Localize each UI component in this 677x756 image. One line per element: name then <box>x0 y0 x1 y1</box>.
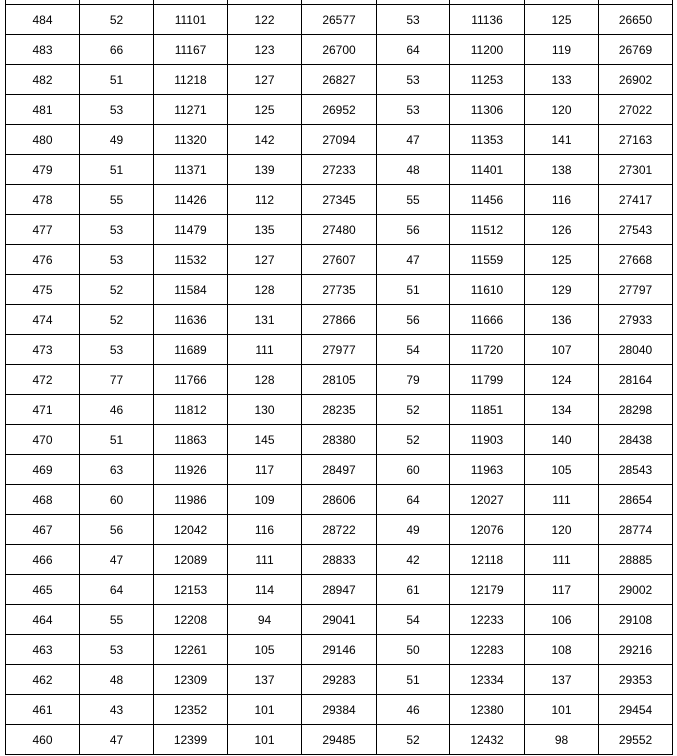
table-cell: 77 <box>80 365 154 395</box>
table-cell: 12179 <box>450 575 525 605</box>
table-cell: 142 <box>228 125 302 155</box>
table-cell: 130 <box>228 395 302 425</box>
table-cell: 111 <box>525 485 599 515</box>
table-cell: 111 <box>228 545 302 575</box>
table-cell: 11963 <box>450 455 525 485</box>
table-cell: 12352 <box>154 695 228 725</box>
table-cell: 28164 <box>599 365 673 395</box>
table-cell: 28438 <box>599 425 673 455</box>
table-cell: 26650 <box>599 5 673 35</box>
table-cell: 29353 <box>599 665 673 695</box>
table-cell: 11271 <box>154 95 228 125</box>
table-cell: 11136 <box>450 5 525 35</box>
table-cell: 53 <box>377 65 450 95</box>
table-cell: 141 <box>525 125 599 155</box>
table-cell: 53 <box>80 335 154 365</box>
table-cell: 12283 <box>450 635 525 665</box>
table-cell: 11320 <box>154 125 228 155</box>
table-cell: 114 <box>228 575 302 605</box>
table-cell: 12309 <box>154 665 228 695</box>
table-cell: 468 <box>6 485 80 515</box>
table-cell: 120 <box>525 95 599 125</box>
table-cell: 117 <box>228 455 302 485</box>
table-cell: 27301 <box>599 155 673 185</box>
table-cell: 12334 <box>450 665 525 695</box>
table-cell: 28885 <box>599 545 673 575</box>
table-cell: 27094 <box>302 125 377 155</box>
table-cell: 112 <box>228 185 302 215</box>
table-cell: 28497 <box>302 455 377 485</box>
table-cell: 11799 <box>450 365 525 395</box>
table-cell: 472 <box>6 365 80 395</box>
table-cell: 29283 <box>302 665 377 695</box>
table-cell: 101 <box>228 695 302 725</box>
table-cell: 49 <box>377 515 450 545</box>
table-cell: 49 <box>80 125 154 155</box>
table-cell: 470 <box>6 425 80 455</box>
table-cell: 481 <box>6 95 80 125</box>
table-cell: 12380 <box>450 695 525 725</box>
table-cell: 125 <box>228 95 302 125</box>
table-row <box>6 95 673 125</box>
table-cell: 60 <box>80 485 154 515</box>
table-cell: 11610 <box>450 275 525 305</box>
table-cell: 11353 <box>450 125 525 155</box>
table-cell: 11306 <box>450 95 525 125</box>
table-cell: 116 <box>525 185 599 215</box>
table-cell: 47 <box>80 545 154 575</box>
table-cell: 52 <box>377 725 450 755</box>
table-cell: 55 <box>80 185 154 215</box>
table-cell: 11863 <box>154 425 228 455</box>
table-cell: 479 <box>6 155 80 185</box>
table-row <box>6 485 673 515</box>
table-cell: 11689 <box>154 335 228 365</box>
table-cell: 66 <box>80 35 154 65</box>
table-cell: 50 <box>377 635 450 665</box>
table-row <box>6 185 673 215</box>
table-row <box>6 635 673 665</box>
table-cell: 26700 <box>302 35 377 65</box>
table-cell: 29384 <box>302 695 377 725</box>
table-cell: 56 <box>377 215 450 245</box>
table-cell: 28722 <box>302 515 377 545</box>
table-cell: 26827 <box>302 65 377 95</box>
table-cell: 27977 <box>302 335 377 365</box>
table-row <box>6 455 673 485</box>
table-cell: 11401 <box>450 155 525 185</box>
table-cell: 466 <box>6 545 80 575</box>
table-row <box>6 125 673 155</box>
table-row <box>6 215 673 245</box>
table-row <box>6 65 673 95</box>
table-cell: 42 <box>377 545 450 575</box>
table-cell: 12076 <box>450 515 525 545</box>
table-cell: 111 <box>525 545 599 575</box>
table-cell: 28105 <box>302 365 377 395</box>
table-cell: 11512 <box>450 215 525 245</box>
table-cell: 484 <box>6 5 80 35</box>
table-cell: 27480 <box>302 215 377 245</box>
table-cell: 11532 <box>154 245 228 275</box>
table-cell: 123 <box>228 35 302 65</box>
table-cell: 109 <box>228 485 302 515</box>
table-cell: 129 <box>525 275 599 305</box>
table-cell: 12153 <box>154 575 228 605</box>
table-cell: 131 <box>228 305 302 335</box>
table-cell: 12233 <box>450 605 525 635</box>
table-cell: 135 <box>228 215 302 245</box>
table-cell: 107 <box>525 335 599 365</box>
table-cell: 29002 <box>599 575 673 605</box>
table-cell: 27022 <box>599 95 673 125</box>
table-cell: 27163 <box>599 125 673 155</box>
table-cell: 51 <box>377 665 450 695</box>
table-cell: 53 <box>80 95 154 125</box>
table-cell: 11218 <box>154 65 228 95</box>
table-cell: 460 <box>6 725 80 755</box>
table-cell: 471 <box>6 395 80 425</box>
table-cell: 11371 <box>154 155 228 185</box>
table-row <box>6 335 673 365</box>
table-cell: 138 <box>525 155 599 185</box>
table-row <box>6 35 673 65</box>
table-cell: 116 <box>228 515 302 545</box>
table-cell: 119 <box>525 35 599 65</box>
table-cell: 52 <box>80 305 154 335</box>
table-cell: 11479 <box>154 215 228 245</box>
table-cell: 26902 <box>599 65 673 95</box>
table-cell: 26952 <box>302 95 377 125</box>
table-cell: 27866 <box>302 305 377 335</box>
table-cell: 133 <box>525 65 599 95</box>
table-cell: 29146 <box>302 635 377 665</box>
table-cell: 12261 <box>154 635 228 665</box>
table-row <box>6 605 673 635</box>
table-row <box>6 155 673 185</box>
table-row <box>6 545 673 575</box>
table-cell: 11903 <box>450 425 525 455</box>
table-cell: 52 <box>377 425 450 455</box>
table-cell: 28040 <box>599 335 673 365</box>
table-cell: 28380 <box>302 425 377 455</box>
table-cell: 53 <box>80 635 154 665</box>
table-cell: 11766 <box>154 365 228 395</box>
table-cell: 105 <box>228 635 302 665</box>
table-cell: 126 <box>525 215 599 245</box>
table-cell: 101 <box>228 725 302 755</box>
table-cell: 47 <box>377 125 450 155</box>
table-row <box>6 695 673 725</box>
table-cell: 29485 <box>302 725 377 755</box>
table-cell: 11559 <box>450 245 525 275</box>
table-cell: 27668 <box>599 245 673 275</box>
table-cell: 127 <box>228 65 302 95</box>
table-cell: 53 <box>80 245 154 275</box>
table-cell: 11851 <box>450 395 525 425</box>
table-cell: 11812 <box>154 395 228 425</box>
table-cell: 478 <box>6 185 80 215</box>
table-cell: 53 <box>377 5 450 35</box>
table-cell: 11926 <box>154 455 228 485</box>
table-cell: 136 <box>525 305 599 335</box>
table-cell: 98 <box>525 725 599 755</box>
table-row <box>6 305 673 335</box>
table-cell: 137 <box>525 665 599 695</box>
table-cell: 28606 <box>302 485 377 515</box>
table-cell: 145 <box>228 425 302 455</box>
table-cell: 28235 <box>302 395 377 425</box>
table-cell: 473 <box>6 335 80 365</box>
table-cell: 56 <box>377 305 450 335</box>
table-row <box>6 5 673 35</box>
table-cell: 11636 <box>154 305 228 335</box>
table-cell: 11253 <box>450 65 525 95</box>
table-cell: 64 <box>377 485 450 515</box>
table-cell: 29108 <box>599 605 673 635</box>
table-cell: 47 <box>80 725 154 755</box>
table-cell: 28543 <box>599 455 673 485</box>
table-row <box>6 425 673 455</box>
table-cell: 28298 <box>599 395 673 425</box>
table-cell: 27735 <box>302 275 377 305</box>
table-cell: 51 <box>80 155 154 185</box>
table-cell: 29041 <box>302 605 377 635</box>
table-cell: 137 <box>228 665 302 695</box>
table-cell: 26577 <box>302 5 377 35</box>
table-cell: 12208 <box>154 605 228 635</box>
table-cell: 61 <box>377 575 450 605</box>
table-cell: 26769 <box>599 35 673 65</box>
table-cell: 53 <box>377 95 450 125</box>
table-cell: 11101 <box>154 5 228 35</box>
table-cell: 43 <box>80 695 154 725</box>
table-cell: 94 <box>228 605 302 635</box>
table-cell: 11167 <box>154 35 228 65</box>
table-row <box>6 575 673 605</box>
table-cell: 11426 <box>154 185 228 215</box>
table-cell: 12027 <box>450 485 525 515</box>
score-distribution-table <box>5 0 673 755</box>
table-cell: 482 <box>6 65 80 95</box>
table-cell: 122 <box>228 5 302 35</box>
table-cell: 28947 <box>302 575 377 605</box>
table-cell: 12118 <box>450 545 525 575</box>
table-cell: 465 <box>6 575 80 605</box>
table-cell: 63 <box>80 455 154 485</box>
table-cell: 54 <box>377 605 450 635</box>
table-cell: 463 <box>6 635 80 665</box>
table-cell: 124 <box>525 365 599 395</box>
table-cell: 120 <box>525 515 599 545</box>
table-cell: 469 <box>6 455 80 485</box>
table-body <box>6 0 673 755</box>
table-row <box>6 245 673 275</box>
table-cell: 54 <box>377 335 450 365</box>
table-cell: 27797 <box>599 275 673 305</box>
table-cell: 52 <box>80 5 154 35</box>
table-cell: 128 <box>228 365 302 395</box>
table-cell: 64 <box>80 575 154 605</box>
table-cell: 108 <box>525 635 599 665</box>
table-cell: 139 <box>228 155 302 185</box>
table-cell: 56 <box>80 515 154 545</box>
table-cell: 28654 <box>599 485 673 515</box>
table-cell: 28774 <box>599 515 673 545</box>
table-row <box>6 395 673 425</box>
table-cell: 51 <box>80 425 154 455</box>
table-cell: 11584 <box>154 275 228 305</box>
table-cell: 53 <box>80 215 154 245</box>
table-cell: 134 <box>525 395 599 425</box>
table-cell: 55 <box>80 605 154 635</box>
table-cell: 51 <box>80 65 154 95</box>
table-cell: 12399 <box>154 725 228 755</box>
table-cell: 475 <box>6 275 80 305</box>
table-row <box>6 515 673 545</box>
table-row <box>6 365 673 395</box>
table-row <box>6 725 673 755</box>
table-cell: 140 <box>525 425 599 455</box>
table-cell: 27233 <box>302 155 377 185</box>
table-cell: 467 <box>6 515 80 545</box>
table-cell: 52 <box>377 395 450 425</box>
table-cell: 127 <box>228 245 302 275</box>
table-cell: 480 <box>6 125 80 155</box>
table-cell: 125 <box>525 5 599 35</box>
table-cell: 60 <box>377 455 450 485</box>
table-cell: 55 <box>377 185 450 215</box>
table-cell: 28833 <box>302 545 377 575</box>
table-cell: 476 <box>6 245 80 275</box>
table-cell: 51 <box>377 275 450 305</box>
table-cell: 29552 <box>599 725 673 755</box>
table-cell: 11666 <box>450 305 525 335</box>
table-cell: 27345 <box>302 185 377 215</box>
table-cell: 11200 <box>450 35 525 65</box>
table-cell: 12042 <box>154 515 228 545</box>
table-cell: 128 <box>228 275 302 305</box>
table-cell: 52 <box>80 275 154 305</box>
table-cell: 106 <box>525 605 599 635</box>
table-cell: 11456 <box>450 185 525 215</box>
table-cell: 117 <box>525 575 599 605</box>
table-cell: 27543 <box>599 215 673 245</box>
table-cell: 11720 <box>450 335 525 365</box>
table-cell: 483 <box>6 35 80 65</box>
table-row <box>6 275 673 305</box>
table-cell: 105 <box>525 455 599 485</box>
table-row <box>6 665 673 695</box>
table-cell: 125 <box>525 245 599 275</box>
table-cell: 474 <box>6 305 80 335</box>
table-cell: 46 <box>80 395 154 425</box>
table-cell: 29454 <box>599 695 673 725</box>
table-cell: 464 <box>6 605 80 635</box>
table-cell: 27417 <box>599 185 673 215</box>
table-cell: 27607 <box>302 245 377 275</box>
table-cell: 461 <box>6 695 80 725</box>
table-cell: 46 <box>377 695 450 725</box>
table-cell: 462 <box>6 665 80 695</box>
table-cell: 101 <box>525 695 599 725</box>
table-cell: 11986 <box>154 485 228 515</box>
table-cell: 477 <box>6 215 80 245</box>
table-cell: 48 <box>80 665 154 695</box>
table-cell: 48 <box>377 155 450 185</box>
table-cell: 12089 <box>154 545 228 575</box>
table-cell: 64 <box>377 35 450 65</box>
table-cell: 47 <box>377 245 450 275</box>
table-cell: 79 <box>377 365 450 395</box>
table-cell: 27933 <box>599 305 673 335</box>
table-cell: 111 <box>228 335 302 365</box>
table-cell: 29216 <box>599 635 673 665</box>
table-cell: 12432 <box>450 725 525 755</box>
